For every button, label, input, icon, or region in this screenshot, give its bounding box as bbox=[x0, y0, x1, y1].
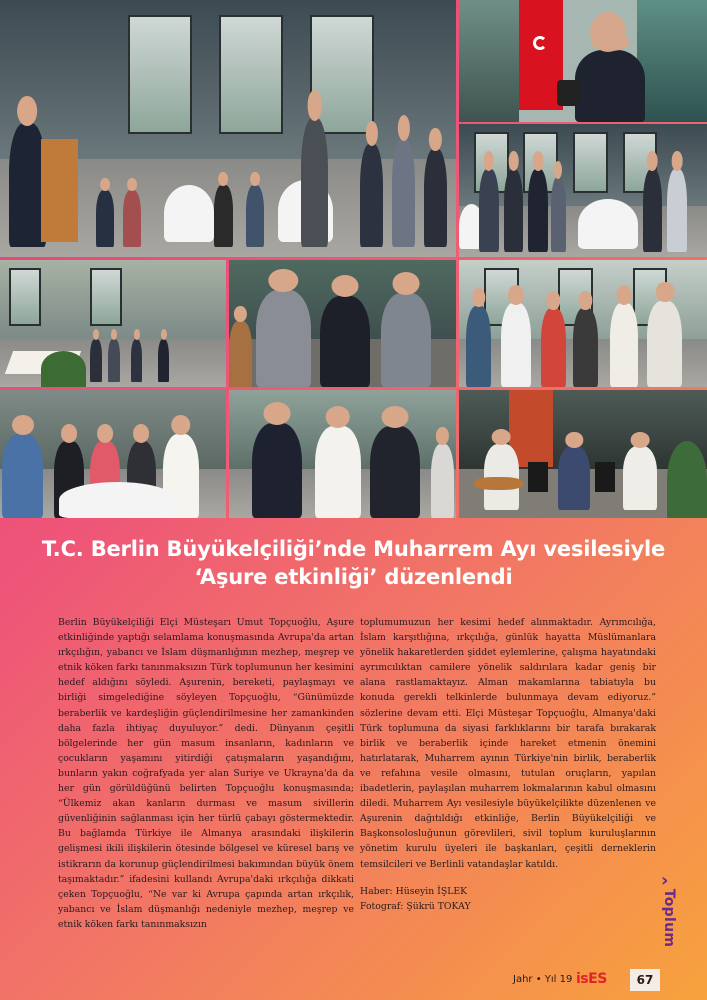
photo-women-group bbox=[0, 390, 226, 518]
section-arrow-icon: › bbox=[661, 870, 669, 891]
article-body-left: Berlin Büyükelçiliği Elçi Müsteşarı Umut Topçuoğlu, Aşure etkinliğinde yaptığı selamlama konuşmasında Avrupa'da artan ırkçılığın, yabancı ve İslam düşmanlığının mezhep, meşrep ve etnik köken farkı tanınmaksızın Türk toplumunun her kesimini hedef aldığını söyledi. Aşurenin, bereketi, paylaşmayı ve birliği simgelediğine söyleyen Topçuoğlu, “Günümüzde beraberlik ve kardeşliğin güçlendirilmesine her zamankinden daha fazla ihtiyaç duyuluyor.” dedi. Dünyanın çeşitli bölgelerinde her gün masum insanların, kadınların ve çocukların yaşamını yitirdiği çatışmaların yaşandığını, bunların yakın coğrafyada yer alan Suriye ve Ukrayna'da da her gün görüldüğünü belirten Topçuoğlu konuşmasında; “Ülkemiz akan kanların durması ve masum sivillerin güvenliğinin sağlanması için her türlü çabayı göstermektedir. Bu bağlamda Türkiye ile Almanya arasındaki ilişkilerin gelişmesi ikili ilişkilerin ötesinde bölgesel ve küresel barış ve istikrarın da korunup güçlendirilmesi bakımından büyük önem taşımaktadır.” ifadesini kullandı Avrupa'daki ırkçılığa dikkati çeken Topçuoğlu, “Ne var ki Avrupa çapında artan ırkçılık, yabancı ve İslam düşmanlığı nedeniyle mezhep, meşrep ve etnik köken farkı tanınmaksızın bbox=[58, 617, 354, 930]
photo-guests-tables bbox=[459, 124, 707, 257]
photo-three-men bbox=[229, 260, 456, 387]
credit-reporter: Haber: Hüseyin İŞLEK bbox=[360, 885, 468, 897]
article-title-line-2: ‘Aşure etkinliği’ düzenlendi bbox=[194, 565, 513, 589]
photo-trio bbox=[229, 390, 456, 518]
photo-speech-hall bbox=[0, 0, 456, 257]
credit-photographer: Fotograf: Şükrü TOKAY bbox=[360, 900, 471, 912]
photo-group-guests bbox=[459, 260, 707, 387]
page-number: 67 bbox=[630, 969, 660, 991]
section-label: Toplum bbox=[661, 888, 677, 948]
issue-info: Jahr • Yıl 19 bbox=[513, 974, 573, 985]
photo-buffet-hall bbox=[0, 260, 226, 387]
photo-speaker-flag bbox=[459, 0, 707, 122]
section-tab bbox=[657, 870, 679, 950]
article-body-right: toplumumuzun her kesimi hedef alınmaktadır. Ayrımcılığa, İslam karşıtlığına, ırkçılığa, günlük hayatta Müslümanlara yönelik hakaretlerden şiddet eylemlerine, çalışma hayatındaki ayrımcılıktan camilere yönelik saldırılara kadar geniş bir alana rastlamaktayız. Alman makamlarına tabiatıyla bu konuda gerekli telkinlerde bulunmaya devam ediyoruz.” sözlerine devam etti. Elçi Müsteşar Topçuoğlu, Almanya'daki Türk toplumuna da siyasi farklıklarını bir tarafa bırakarak birlik ve beraberlik içinde hareket etmenin önemini hatırlatarak, Muharrem ayının Türkiye'nin birlik, beraberlik ve refahına vesile olmasını, tutulan oruçların, yapılan ibadetlerin, paylaşılan muharrem lokmalarının kabul olmasını diledi. Muharrem Ayı vesilesiyle büyükelçilikte düzenlenen ve Aşurenin dağıtıldığı etkinliğe, Berlin Büyükelçiliği ve Başkonsolosluğunun görevlileri, sivil toplum kuruluşlarının yönetim kurulu üyeleri ile başkanları, çeşitli derneklerin temsilcileri ve Berlinli vatandaşlar katıldı. bbox=[360, 617, 656, 870]
article-column-right bbox=[360, 615, 656, 914]
magazine-logo: isES bbox=[576, 971, 607, 987]
article-title-line-1: T.C. Berlin Büyükelçiliği’nde Muharrem Ayı vesilesiyle bbox=[41, 537, 666, 561]
article-column-left bbox=[58, 615, 354, 932]
photo-musicians bbox=[459, 390, 707, 518]
